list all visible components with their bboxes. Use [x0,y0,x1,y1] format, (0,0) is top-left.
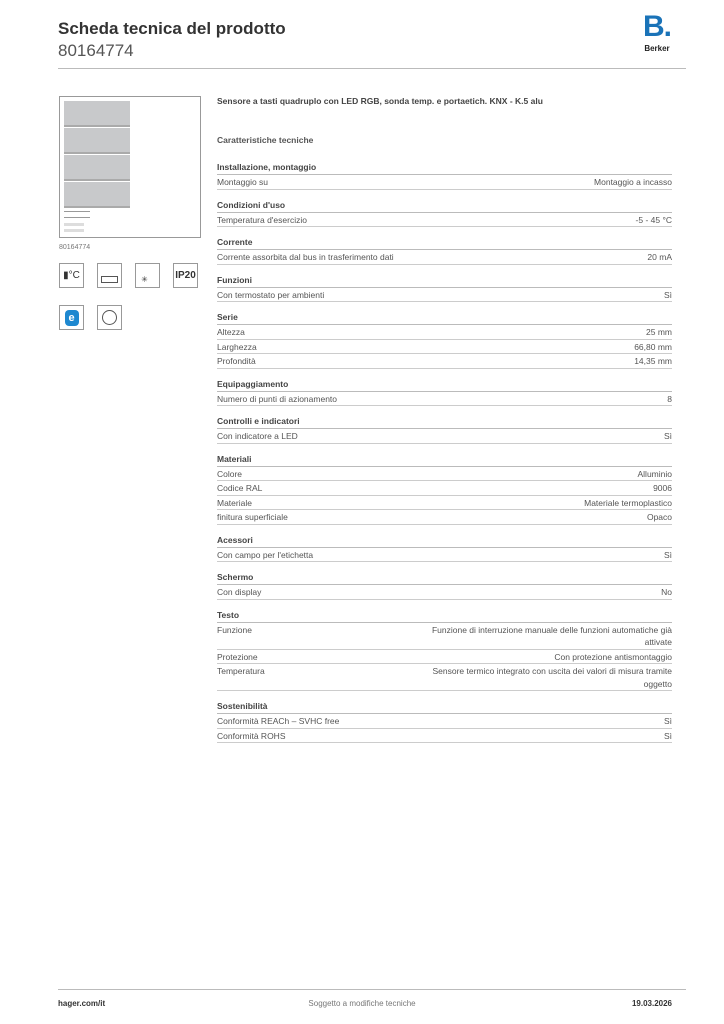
spec-label: Conformità REACh – SVHC free [217,716,340,726]
spec-value: Alluminio [637,468,672,479]
spec-row [217,664,672,691]
spec-label: Larghezza [217,341,257,352]
rocker-4 [64,182,130,208]
section-title: Schermo [217,572,672,585]
label-line [64,223,84,226]
footer-note: Soggetto a modifiche tecniche [308,999,416,1008]
spec-label: Protezione [217,651,258,662]
spec-section [217,200,672,228]
spec-value: 66,80 mm [634,341,672,352]
label-line [64,211,90,212]
spec-section [217,379,672,407]
spec-label: finitura superficiale [217,512,288,522]
spec-label: Numero di punti di azionamento [217,393,338,404]
spec-row [217,354,672,369]
section-title: Controlli e indicatori [217,416,672,429]
spec-label: Altezza [217,327,245,337]
rocker-1 [64,101,130,127]
spec-content [217,96,672,753]
section-title: Sostenibilità [217,701,672,714]
spec-row [217,392,672,407]
section-title: Condizioni d'uso [217,200,672,213]
spec-label: Con termostato per ambienti [217,289,325,300]
spec-row [217,288,672,303]
product-description: Sensore a tasti quadruplo con LED RGB, sonda temp. e portaetich. KNX - K.5 alu [217,96,543,106]
spec-value: Sì [663,716,672,726]
section-title: Materiali [217,454,672,467]
spec-value: 9006 [653,483,672,493]
label-line [64,229,84,232]
spec-row [217,250,672,265]
footer-date: 19.03.2026 [631,999,672,1008]
spec-row [217,429,672,444]
spec-section [217,454,672,525]
spec-row [217,213,672,228]
spec-row [217,650,672,665]
spec-section [217,275,672,303]
section-title: Funzioni [217,275,672,288]
light-sensor-icon: ✳ [135,263,160,288]
spec-row [217,585,672,600]
section-title: Testo [217,610,672,623]
spec-row [217,481,672,496]
spec-value: Sì [663,549,672,560]
spec-section [217,572,672,600]
article-number: 80164774 [59,244,91,251]
spec-row [217,510,672,525]
spec-value: Materiale termoplastico [584,497,672,508]
spec-value: 8 [667,393,672,404]
temperature-sensor-icon [97,305,122,330]
spec-value: Montaggio a incasso [594,177,672,187]
spec-row [217,175,672,190]
logo-letter: B. [643,10,671,43]
rocker-3 [64,155,130,181]
spec-label: Funzione [217,624,252,635]
spec-value: Sì [663,431,672,441]
spec-value: Funzione di interruzione manuale delle funzioni automatiche già attivate [431,624,672,647]
spec-label: Con indicatore a LED [217,431,298,441]
label-line [64,217,90,218]
spec-label: Colore [217,468,243,479]
spec-label: Profondità [217,356,256,366]
spec-value: No [661,587,672,597]
spec-value: Opaco [646,512,672,522]
spec-value: Sì [663,289,672,300]
spec-label: Materiale [217,497,252,508]
spec-section [217,610,672,692]
product-image [59,96,201,238]
spec-section [217,701,672,743]
knx-icon: e [59,305,84,330]
thermometer-celsius-icon: ▮°C [59,263,84,288]
spec-section [217,416,672,444]
footer-website: hager.com/it [58,999,106,1008]
spec-label: Temperatura [217,666,265,676]
header-divider [58,68,686,69]
spec-sections [217,162,672,743]
ip20-icon: IP20 [173,263,198,288]
footer-divider [58,989,686,990]
spec-section [217,535,672,563]
spec-row [217,340,672,355]
spec-row [217,467,672,482]
spec-value: 20 mA [647,252,672,262]
spec-value: Sensore termico integrato con uscita dei valori di misura tramite oggetto [432,666,672,689]
spec-label: Montaggio su [217,177,269,187]
section-title: Acessori [217,535,672,548]
features-title: Caratteristiche tecniche [217,135,314,145]
spec-value: 14,35 mm [634,356,672,366]
spec-label: Codice RAL [217,483,263,493]
section-title: Corrente [217,237,672,250]
spec-section [217,312,672,369]
spec-row [217,325,672,340]
spec-label: Con campo per l'etichetta [217,549,314,560]
display-icon [97,263,122,288]
spec-label: Con display [217,587,262,597]
section-title: Installazione, montaggio [217,162,672,175]
logo-name: Berker [644,44,670,53]
spec-section [217,237,672,265]
section-title: Serie [217,312,672,325]
spec-value: -5 - 45 °C [635,214,672,225]
spec-value: Sì [663,730,672,741]
section-title: Equipaggiamento [217,379,672,392]
spec-row [217,623,672,650]
spec-row [217,496,672,511]
spec-row [217,548,672,563]
berker-logo [636,10,678,54]
spec-value: Con protezione antismontaggio [554,651,672,662]
spec-label: Corrente assorbita dal bus in trasferimento dati [217,252,394,262]
spec-row [217,729,672,744]
spec-section [217,162,672,190]
spec-label: Temperatura d'esercizio [217,214,307,225]
product-code: 80164774 [58,41,134,60]
spec-label: Conformità ROHS [217,730,286,741]
rocker-2 [64,128,130,154]
spec-row [217,714,672,729]
spec-value: 25 mm [646,327,672,337]
page-title: Scheda tecnica del prodotto [58,19,286,38]
